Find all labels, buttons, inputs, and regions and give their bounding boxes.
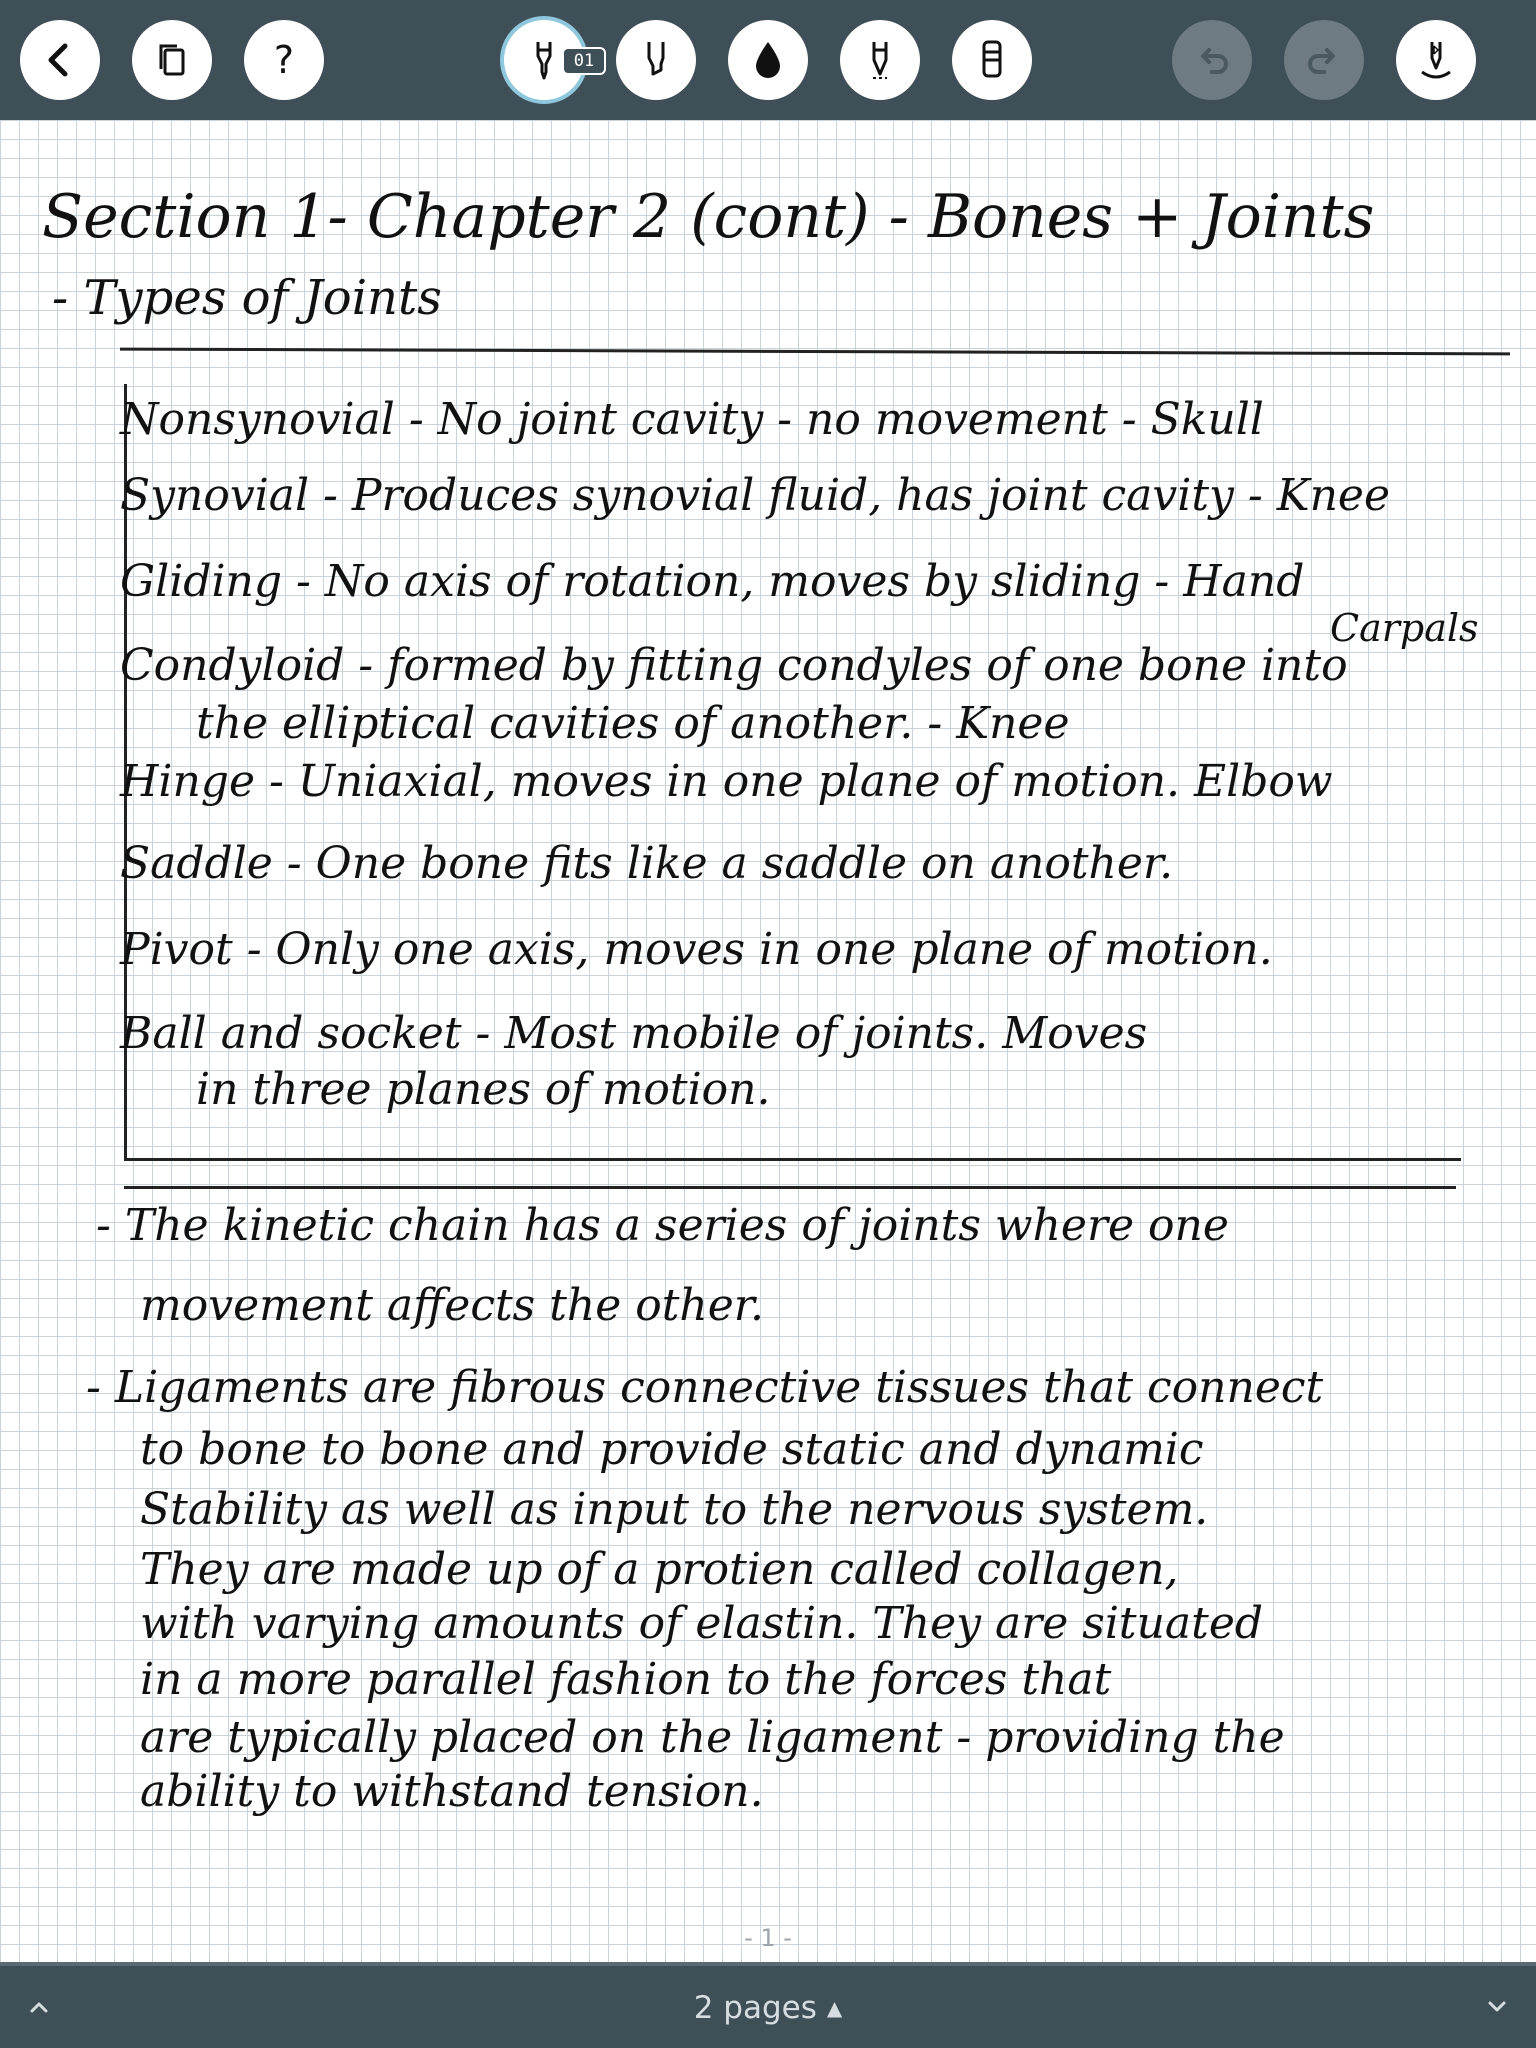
ligaments-line: Stability as well as input to the nervous system. [140, 1484, 1209, 1535]
undo-icon [1188, 36, 1236, 84]
joint-line: the elliptical cavities of another. - Knee [196, 698, 1070, 749]
kinetic-chain-line: - The kinetic chain has a series of joints where one [96, 1200, 1229, 1251]
fineliner-pen-icon [520, 36, 568, 84]
top-toolbar [0, 0, 1536, 120]
copy-pages-icon [148, 36, 196, 84]
chevron-down-icon [1483, 1993, 1511, 2021]
undo-button[interactable] [1172, 20, 1252, 100]
bluetooth-stylus-icon [1412, 36, 1460, 84]
kinetic-chain-line: movement affects the other. [140, 1280, 764, 1331]
back-button[interactable] [20, 20, 100, 100]
divider-line-middle [124, 1186, 1456, 1189]
pages-toggle-button[interactable] [640, 1980, 896, 2036]
ligaments-line: with varying amounts of elastin. They are situated [140, 1598, 1264, 1649]
redo-button[interactable] [1284, 20, 1364, 100]
ligaments-line: in a more parallel fashion to the forces that [140, 1654, 1112, 1705]
note-title: Section 1- Chapter 2 (cont) - Bones + Joints [42, 182, 1375, 252]
ligaments-line: ability to withstand tension. [140, 1766, 764, 1817]
caret-up-icon: ▲ [826, 1996, 843, 2020]
marker-tool-button[interactable] [616, 20, 696, 100]
ligaments-line: They are made up of a protien called collagen, [140, 1544, 1179, 1595]
marker-icon [632, 36, 680, 84]
joint-line: in three planes of motion. [196, 1064, 771, 1115]
chevron-left-icon [36, 36, 84, 84]
pencil-icon [856, 36, 904, 84]
carpals-annotation: Carpals [1330, 606, 1479, 650]
redo-icon [1300, 36, 1348, 84]
bottom-bar [0, 1962, 1536, 2048]
note-subtitle: - Types of Joints [52, 270, 442, 326]
chevron-up-icon [25, 1993, 53, 2021]
pen-size-badge: 01 [562, 47, 606, 75]
help-icon: ? [273, 38, 295, 82]
joint-line: Pivot - Only one axis, moves in one plane of motion. [120, 924, 1273, 975]
joint-line: Gliding - No axis of rotation, moves by sliding - Hand [120, 556, 1305, 607]
scroll-down-button[interactable] [1474, 1984, 1520, 2030]
joint-line: Nonsynovial - No joint cavity - no movement - Skull [120, 394, 1264, 445]
eraser-tool-button[interactable] [952, 20, 1032, 100]
stylus-bluetooth-button[interactable] [1396, 20, 1476, 100]
joint-line: Synovial - Produces synovial fluid, has joint cavity - Knee [120, 470, 1390, 521]
help-button[interactable] [244, 20, 324, 100]
ink-drop-icon [744, 36, 792, 84]
joint-line: Hinge - Uniaxial, moves in one plane of motion. Elbow [120, 756, 1333, 807]
joint-line: Condyloid - formed by fitting condyles of one bone into [120, 640, 1348, 691]
pages-count-label: 2 pages [693, 1990, 817, 2026]
joint-line: Saddle - One bone fits like a saddle on another. [120, 838, 1174, 889]
ligaments-line: - Ligaments are fibrous connective tissues that connect [86, 1362, 1324, 1413]
pages-button[interactable] [132, 20, 212, 100]
pencil-tool-button[interactable] [840, 20, 920, 100]
joint-line: Ball and socket - Most mobile of joints. Moves [120, 1008, 1148, 1059]
page-number: - 1 - [744, 1924, 792, 1952]
scroll-up-button[interactable] [16, 1984, 62, 2030]
ink-color-button[interactable] [728, 20, 808, 100]
ligaments-line: are typically placed on the ligament - providing the [140, 1712, 1285, 1763]
eraser-icon [968, 36, 1016, 84]
ligaments-line: to bone to bone and provide static and dynamic [140, 1424, 1204, 1475]
